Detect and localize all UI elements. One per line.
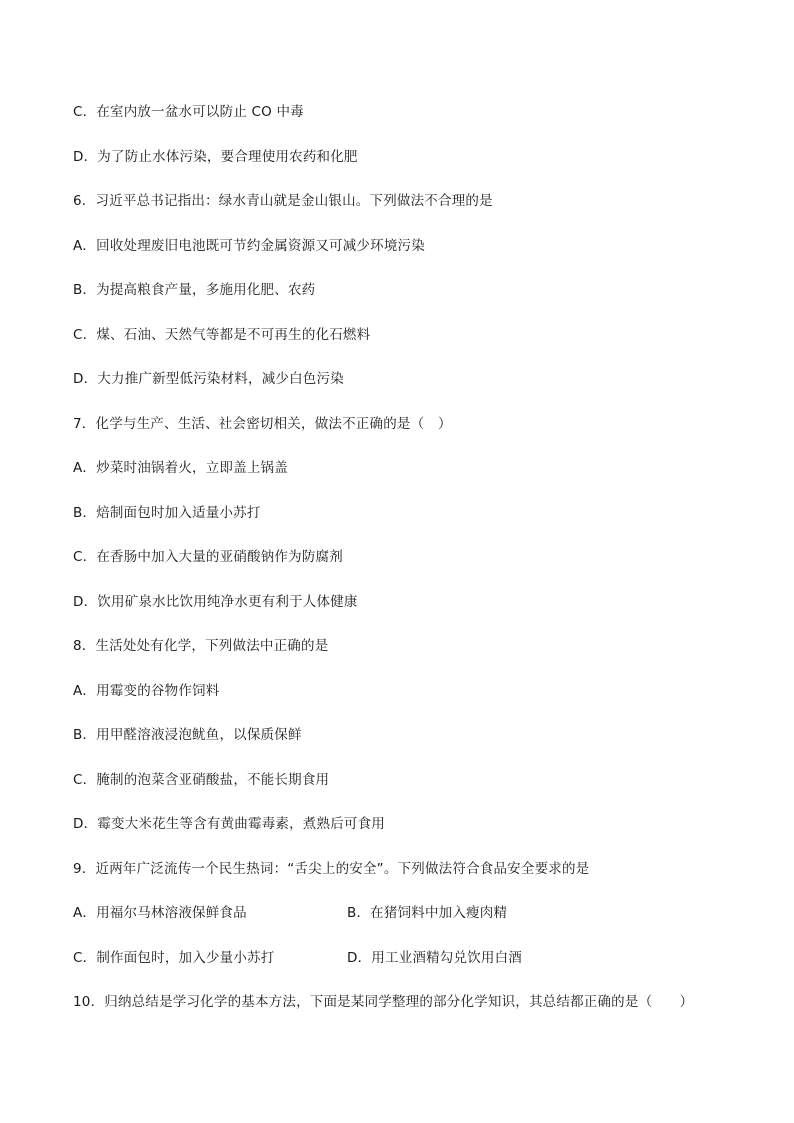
q8-option-d: D．霉变大米花生等含有黄曲霉毒素，煮熟后可食用 bbox=[73, 816, 385, 832]
q6-option-c: C．煤、石油、天然气等都是不可再生的化石燃料 bbox=[73, 327, 371, 343]
q9-option-b: B．在猪饲料中加入瘦肉精 bbox=[347, 905, 508, 921]
q6-option-d: D．大力推广新型低污染材料，减少白色污染 bbox=[73, 371, 344, 387]
q5-option-d: D．为了防止水体污染，要合理使用农药和化肥 bbox=[73, 149, 358, 165]
q10-stem: 10．归纳总结是学习化学的基本方法，下面是某同学整理的部分化学知识，其总结都正确的是（ ） bbox=[73, 994, 694, 1010]
q6-option-b: B．为提高粮食产量，多施用化肥、农药 bbox=[73, 282, 316, 298]
q8-option-a: A．用霉变的谷物作饲料 bbox=[73, 683, 220, 699]
q7-stem: 7．化学与生产、生活、社会密切相关，做法不正确的是（ ） bbox=[73, 416, 452, 432]
q7-option-d: D．饮用矿泉水比饮用纯净水更有利于人体健康 bbox=[73, 594, 358, 610]
q7-option-c: C．在香肠中加入大量的亚硝酸钠作为防腐剂 bbox=[73, 549, 343, 565]
q5-option-c: C．在室内放一盆水可以防止 CO 中毒 bbox=[73, 104, 304, 120]
q9-option-c: C．制作面包时，加入少量小苏打 bbox=[73, 950, 275, 966]
q8-option-b: B．用甲醛溶液浸泡鱿鱼，以保质保鲜 bbox=[73, 727, 302, 743]
q9-option-d: D．用工业酒精勾兑饮用白酒 bbox=[347, 950, 522, 966]
q6-stem: 6．习近平总书记指出：绿水青山就是金山银山。下列做法不合理的是 bbox=[73, 193, 493, 209]
q6-option-a: A．回收处理废旧电池既可节约金属资源又可减少环境污染 bbox=[73, 238, 425, 254]
q7-option-a: A．炒菜时油锅着火，立即盖上锅盖 bbox=[73, 460, 288, 476]
q8-option-c: C．腌制的泡菜含亚硝酸盐，不能长期食用 bbox=[73, 772, 330, 788]
q9-option-a: A．用福尔马林溶液保鲜食品 bbox=[73, 905, 247, 921]
q8-stem: 8．生活处处有化学，下列做法中正确的是 bbox=[73, 638, 329, 654]
q7-option-b: B．焙制面包时加入适量小苏打 bbox=[73, 505, 261, 521]
q9-stem: 9．近两年广泛流传一个民生热词：“舌尖上的安全”。下列做法符合食品安全要求的是 bbox=[73, 861, 590, 877]
